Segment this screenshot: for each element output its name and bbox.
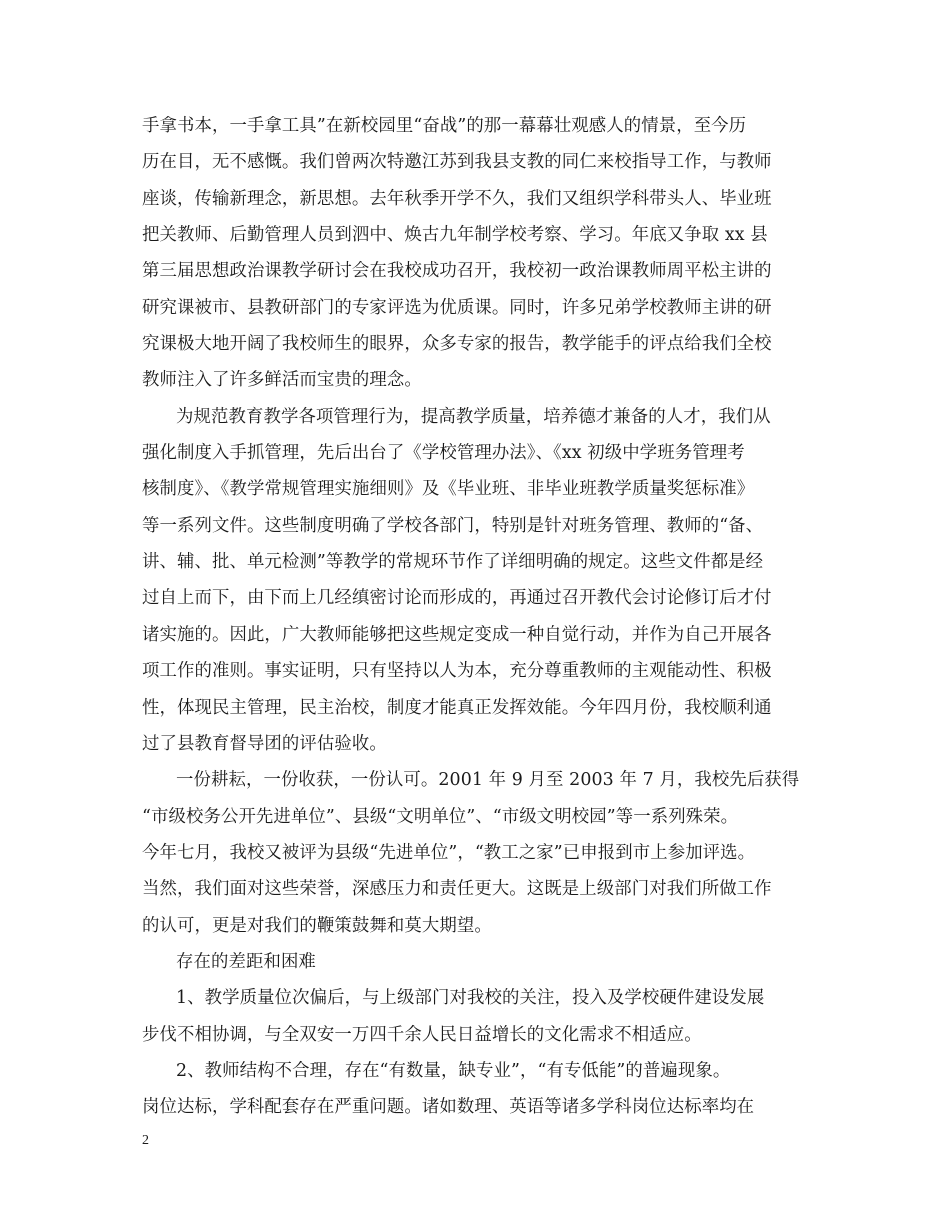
text-line: 的认可，更是对我们的鞭策鼓舞和莫大期望。 xyxy=(142,915,492,936)
text-line: 岗位达标，学科配套存在严重问题。诸如数理、英语等诸多学科岗位达标率均在 xyxy=(142,1097,755,1118)
text-line: 强化制度入手抓管理，先后出台了《学校管理办法》、《xx 初级中学班务管理考 xyxy=(142,443,745,464)
text-line: 过自上而下，由下而上几经缜密讨论而形成的，再通过召开教代会讨论修订后才付 xyxy=(142,588,772,609)
document-body xyxy=(142,108,810,1126)
text-line: 当然，我们面对这些荣誉，深感压力和责任更大。这既是上级部门对我们所做工作 xyxy=(142,879,772,900)
text-line: 教师注入了许多鲜活而宝贵的理念。 xyxy=(142,370,422,391)
text-line: 核制度》、《教学常规管理实施细则》及《毕业班、非毕业班教学质量奖惩标准》 xyxy=(142,479,755,500)
text-line: 存在的差距和困难 xyxy=(176,951,316,972)
text-line: 步伐不相协调，与全双安一万四千余人民日益增长的文化需求不相适应。 xyxy=(142,1024,702,1045)
text-line: 项工作的准则。事实证明，只有坚持以人为本，充分尊重教师的主观能动性、积极 xyxy=(142,661,772,682)
text-line: 1、教学质量位次偏后，与上级部门对我校的关注，投入及学校硬件建设发展 xyxy=(176,988,765,1009)
text-line: 手拿书本，一手拿工具”在新校园里“奋战”的那一幕幕壮观感人的情景，至今历 xyxy=(142,116,747,136)
text-line: 诸实施的。因此，广大教师能够把这些规定变成一种自觉行动，并作为自己开展各 xyxy=(142,624,772,645)
text-line: 等一系列文件。这些制度明确了学校各部门，特别是针对班务管理、教师的“备、 xyxy=(142,515,764,536)
text-line: 讲、辅、批、单元检测”等教学的常规环节作了详细明确的规定。这些文件都是经 xyxy=(142,552,764,573)
text-line: 究课极大地开阔了我校师生的眼界，众多专家的报告，教学能手的评点给我们全校 xyxy=(142,334,772,355)
text-line: 过了县教育督导团的评估验收。 xyxy=(142,733,387,754)
text-line: 座谈，传输新理念，新思想。去年秋季开学不久，我们又组织学科带头人、毕业班 xyxy=(142,188,772,209)
text-line: 把关教师、后勤管理人员到泗中、焕古九年制学校考察、学习。年底又争取 xx 县 xyxy=(142,225,768,246)
text-line: 研究课被市、县教研部门的专家评选为优质课。同时，许多兄弟学校教师主讲的研 xyxy=(142,297,772,318)
text-line: 2、教师结构不合理，存在“有数量，缺专业”，“有专低能”的普遍现象。 xyxy=(176,1060,731,1081)
text-line: 第三届思想政治课教学研讨会在我校成功召开，我校初一政治课教师周平松主讲的 xyxy=(142,261,772,282)
text-line: 历在目，无不感慨。我们曾两次特邀江苏到我县支教的同仁来校指导工作，与教师 xyxy=(142,152,772,173)
text-line: “市级校务公开先进单位”、县级“文明单位”、“市级文明校园”等一系列殊荣。 xyxy=(142,806,739,827)
page-number: 2 xyxy=(142,1133,149,1148)
text-line: 一份耕耘，一份收获，一份认可。2001 年 9 月至 2003 年 7 月，我校先后获得 xyxy=(176,770,800,791)
text-line: 为规范教育教学各项管理行为，提高教学质量，培养德才兼备的人才，我们从 xyxy=(176,406,771,427)
text-line: 性，体现民主管理，民主治校，制度才能真正发挥效能。今年四月份，我校顺利通 xyxy=(142,697,772,718)
text-line: 今年七月，我校又被评为县级“先进单位”，“教工之家”已申报到市上参加评选。 xyxy=(142,842,756,863)
